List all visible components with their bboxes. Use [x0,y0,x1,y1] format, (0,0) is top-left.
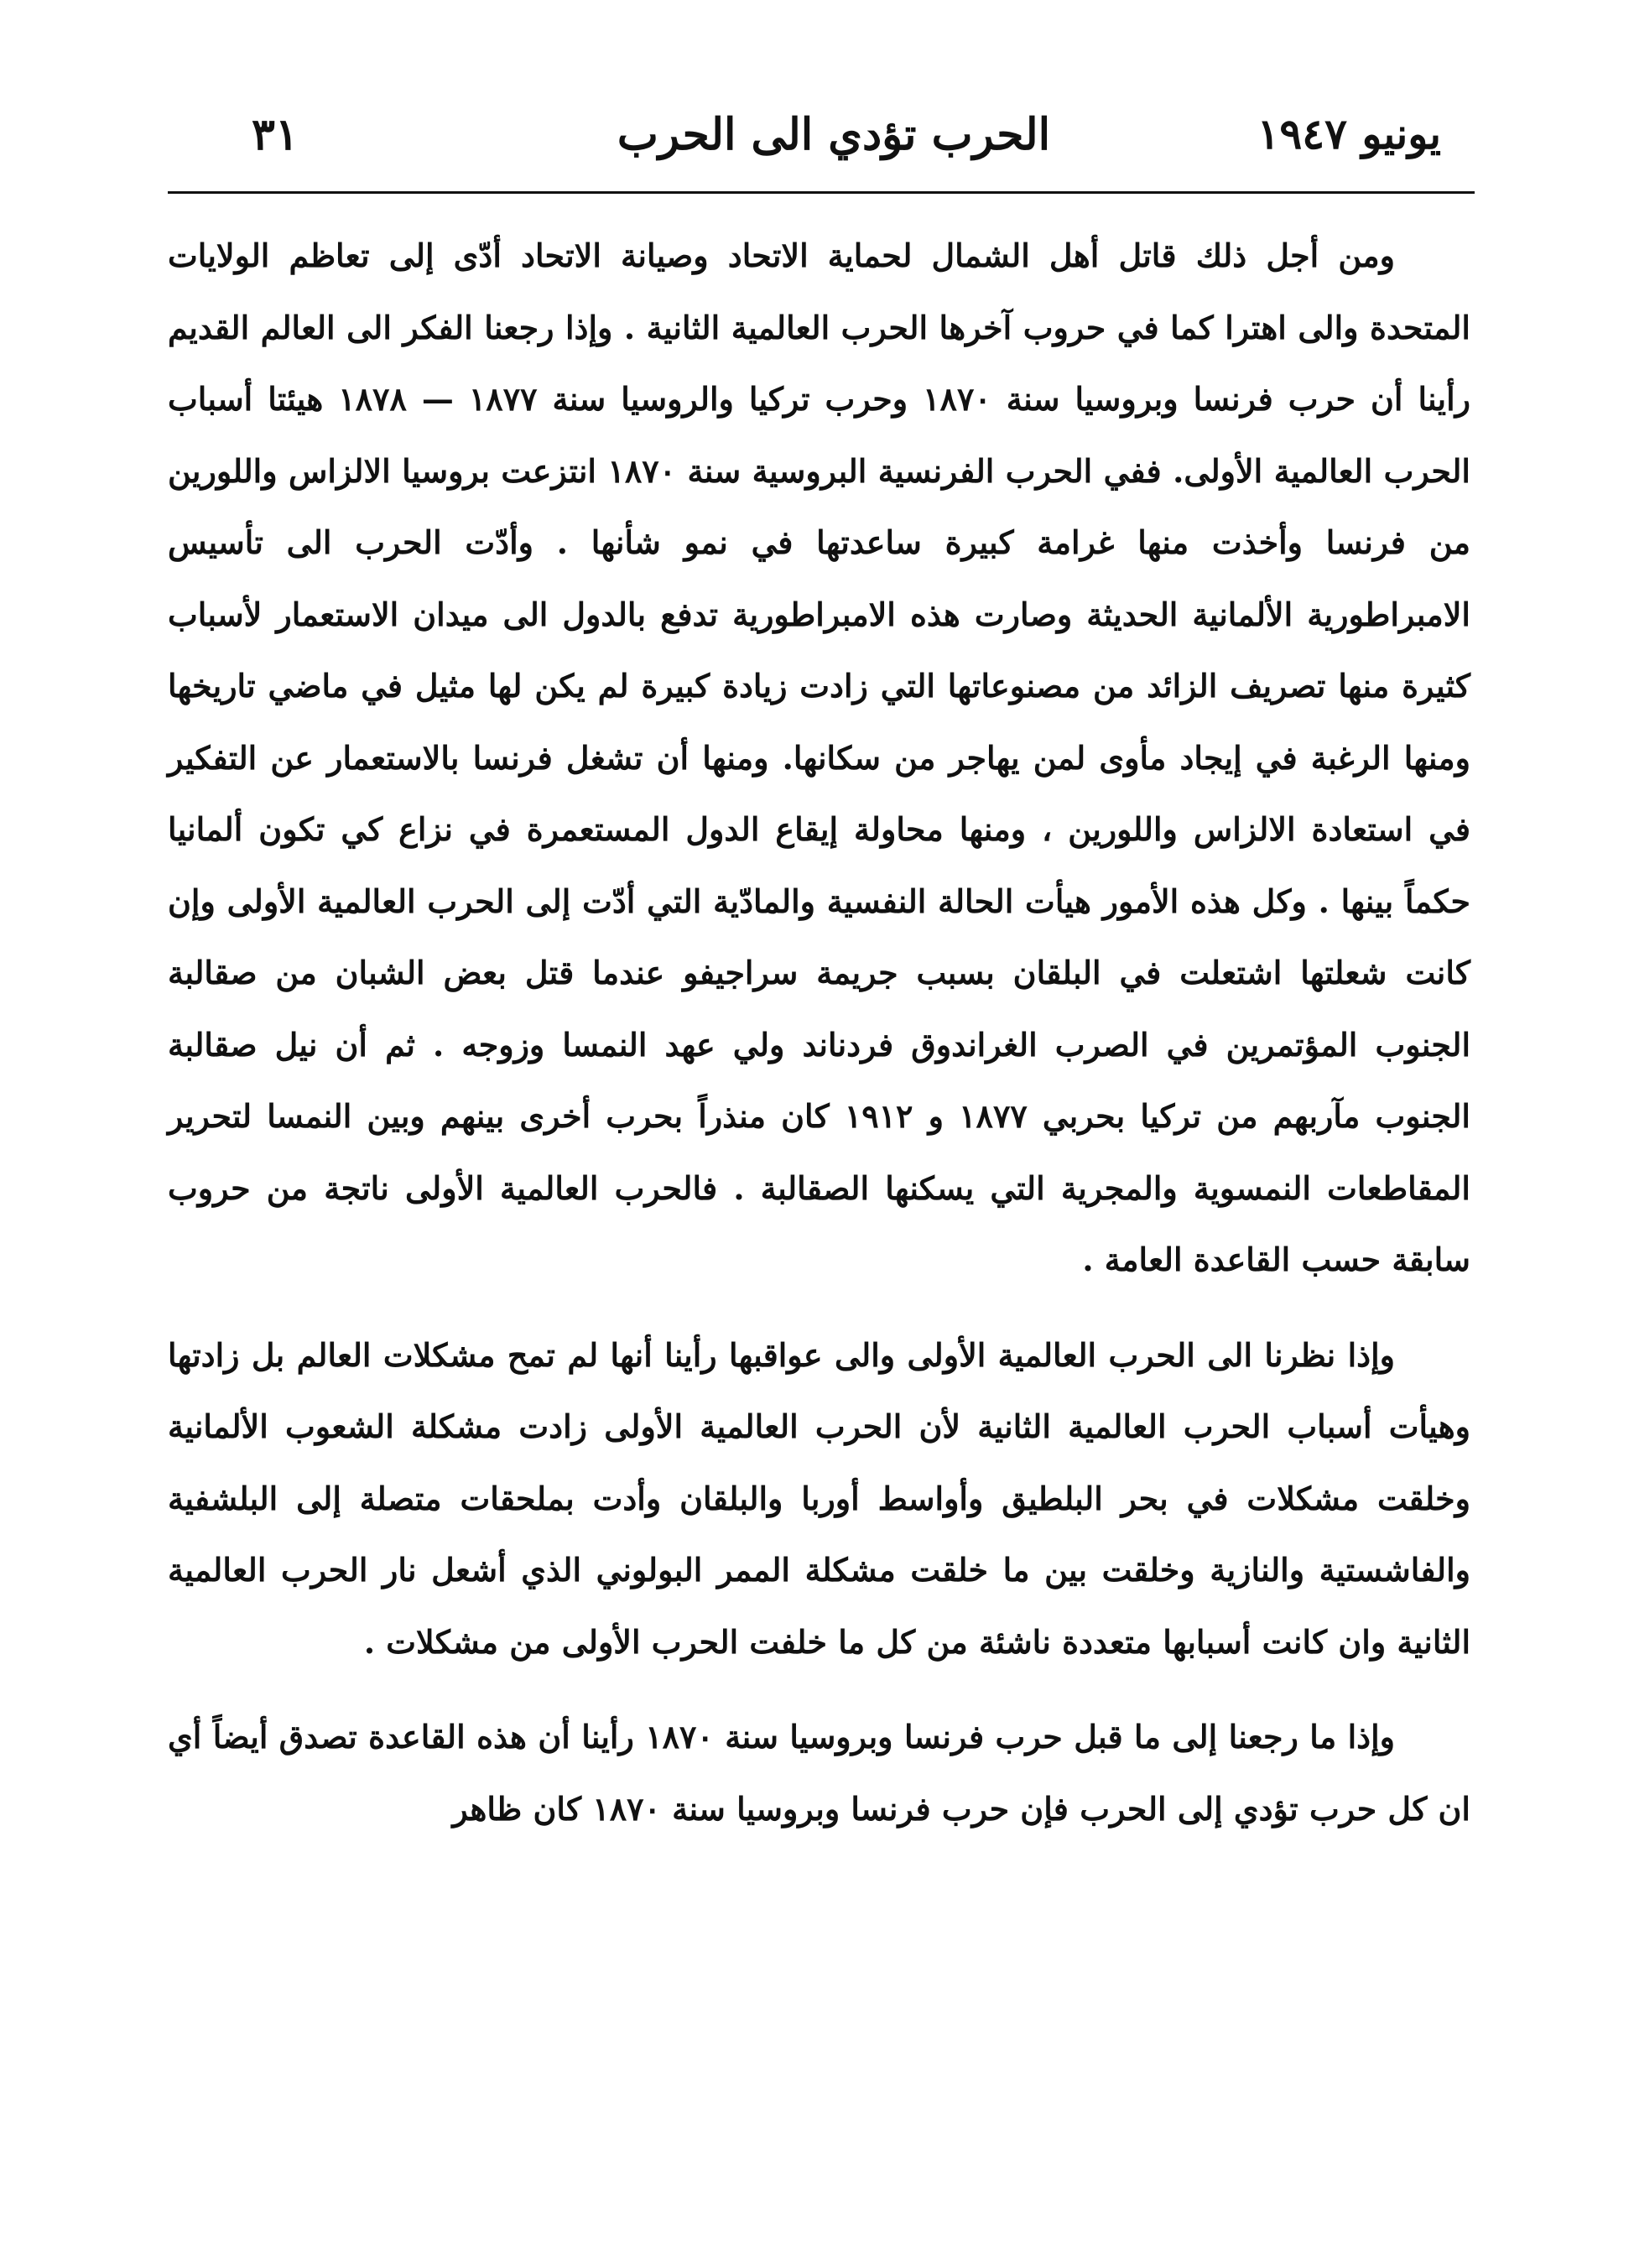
header-date: يونيو ١٩٤٧ [1257,109,1441,159]
paragraph: ومن أجل ذلك قاتل أهل الشمال لحماية الاتحاد وصيانة الاتحاد أدّى إلى تعاظم الولايات المتحدة والى اهترا كما في حروب آخرها الحرب العالمية الثانية . وإذا رجعنا الفكر الى العالم القديم رأينا أن حرب فرنسا وبروسيا سنة ١٨٧٠ وحرب تركيا والروسيا سنة ١٨٧٧ — ١٨٧٨ هيئتا أسباب الحرب العالمية الأولى. ففي الحرب الفرنسية البروسية سنة ١٨٧٠ انتزعت بروسيا الالزاس واللورين من فرنسا وأخذت منها غرامة كبيرة ساعدتها في نمو شأنها . وأدّت الحرب الى تأسيس الامبراطورية الألمانية الحديثة وصارت هذه الامبراطورية تدفع بالدول الى ميدان الاستعمار لأسباب كثيرة منها تصريف الزائد من مصنوعاتها التي زادت زيادة كبيرة لم يكن لها مثيل في ماضي تاريخها ومنها الرغبة في إيجاد مأوى لمن يهاجر من سكانها. ومنها أن تشغل فرنسا بالاستعمار عن التفكير في استعادة الالزاس واللورين ، ومنها محاولة إيقاع الدول المستعمرة في نزاع كي تكون ألمانيا حكماً بينها . وكل هذه الأمور هيأت الحالة النفسية والمادّية التي أدّت إلى الحرب العالمية الأولى وإن كانت شعلتها اشتعلت في البلقان بسبب جريمة سراجيفو عندما قتل بعض الشبان من صقالبة الجنوب المؤتمرين في الصرب الغراندوق فردناند ولي عهد النمسا وزوجه . ثم أن نيل صقالبة الجنوب مآربهم من تركيا بحربي ١٨٧٧ و ١٩١٢ كان منذراً بحرب أخرى بينهم وبين النمسا لتحرير المقاطعات النمسوية والمجرية التي يسكنها الصقالبة . فالحرب العالمية الأولى ناتجة من حروب سابقة حسب القاعدة العامة . [168,237,1470,1278]
paragraph: وإذا نظرنا الى الحرب العالمية الأولى والى عواقبها رأينا أنها لم تمح مشكلات العالم بل زادتها وهيأت أسباب الحرب العالمية الثانية لأن الحرب العالمية الأولى زادت مشكلة الشعوب الألمانية وخلقت مشكلات في بحر البلطيق وأواسط أوربا والبلقان وأدت بملحقات متصلة إلى البلشفية والفاشستية والنازية وخلقت بين ما خلقت مشكلة الممر البولوني الذي أشعل نار الحرب العالمية الثانية وان كانت أسبابها متعددة ناشئة من كل ما خلفت الحرب الأولى من مشكلات . [168,1335,1470,1661]
paragraph: وإذا ما رجعنا إلى ما قبل حرب فرنسا وبروسيا سنة ١٨٧٠ رأينا أن هذه القاعدة تصدق أيضاً أي ان كل حرب تؤدي إلى الحرب فإن حرب فرنسا وبروسيا سنة ١٨٧٠ كان ظاهر [168,1718,1470,1828]
page-number: ٣١ [252,109,299,160]
page-header [226,109,1441,168]
article-body [168,220,1470,1844]
running-title: الحرب تؤدي الى الحرب [617,109,1051,160]
header-divider [168,191,1475,194]
